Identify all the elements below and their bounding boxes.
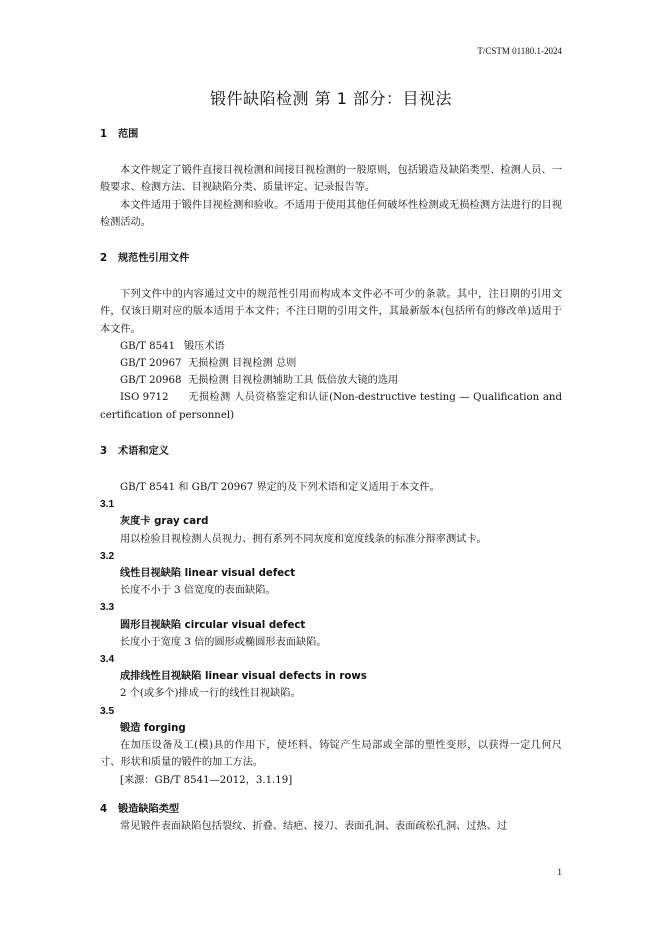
section-3-intro: GB/T 8541 和 GB/T 20967 界定的及下列术语和定义适用于本文件。 (120, 482, 440, 494)
term-name: 线性目视缺陷 linear visual defect (120, 568, 296, 580)
reference-code: GB/T 8541 (120, 340, 176, 352)
reference-item (100, 389, 562, 423)
section-3-title: 术语和定义 (118, 445, 169, 457)
section-1-heading (100, 126, 562, 143)
reference-title: 无损检测 目视检测辅助工具 低倍放大镜的选用 (188, 375, 399, 387)
term-name: 锻造 forging (120, 722, 186, 734)
reference-code: GB/T 20967 (120, 358, 182, 370)
term-number: 3.1 (100, 499, 115, 511)
term-number: 3.3 (100, 602, 115, 614)
section-4-title: 锻造缺陷类型 (118, 803, 180, 815)
reference-title: 无损检测 目视检测 总则 (188, 358, 297, 370)
reference-title: 无损检测 人员资格鉴定和认证(Non-destructive testing — Qualification and certification of personnel) (100, 392, 562, 421)
section-2-paragraph-1: 下列文件中的内容通过文中的规范性引用而构成本文件必不可少的条款。其中，注日期的引用文件，仅该日期对应的版本适用于本文件；不注日期的引用文件，其最新版本(包括所有的修改单)适用于本文件。 (100, 289, 562, 335)
section-2-heading (100, 250, 562, 267)
section-3-number: 3 (100, 445, 108, 457)
document-body (100, 126, 562, 835)
reference-item (100, 372, 562, 389)
term-name: 灰度卡 gray card (120, 516, 209, 528)
standard-code: T/CSTM 01180.1-2024 (477, 46, 562, 56)
term-name: 成排线性目视缺陷 linear visual defects in rows (120, 671, 367, 683)
section-3-heading (100, 443, 562, 460)
term-definition: 长度小于宽度 3 倍的圆形或椭圆形表面缺陷。 (120, 636, 327, 648)
page-number: 1 (557, 868, 562, 878)
section-1-paragraph-2: 本文件适用于锻件目视检测和验收。不适用于使用其他任何破坏性检测或无损检测方法进行的目视检测活动。 (100, 199, 562, 228)
reference-item (100, 355, 562, 372)
document-title: 锻件缺陷检测 第 1 部分：目视法 (210, 89, 452, 108)
term-name: 圆形目视缺陷 circular visual defect (120, 619, 306, 631)
section-4-heading (100, 801, 562, 818)
term-number: 3.4 (100, 654, 115, 666)
section-1-title: 范围 (118, 129, 139, 140)
term-definition: 2 个(或多个)排成一行的线性目视缺陷。 (120, 688, 301, 700)
section-1-paragraph-1: 本文件规定了锻件直接目视检测和间接目视检测的一般原则，包括锻造及缺陷类型、检测人员、一般要求、检测方法、目视缺陷分类、质量评定、记录报告等。 (100, 165, 562, 194)
reference-code: ISO 9712 (120, 392, 169, 404)
term-number: 3.2 (100, 550, 115, 562)
term-number: 3.5 (100, 705, 115, 717)
term-definition: 用以检验目视检测人员视力、拥有系列不同灰度和宽度线条的标准分辩率测试卡。 (120, 533, 487, 545)
term-definition: 长度不小于 3 倍宽度的表面缺陷。 (120, 585, 276, 597)
reference-title: 锻压术语 (184, 340, 225, 352)
section-4-number: 4 (100, 803, 108, 815)
reference-code: GB/T 20968 (120, 375, 182, 387)
section-2-number: 2 (100, 253, 108, 265)
section-2-title: 规范性引用文件 (118, 253, 190, 265)
section-4-paragraph-1: 常见锻件表面缺陷包括裂纹、折叠、结疤、接刀、表面孔洞、表面疏松孔洞、过热、过 (120, 820, 508, 832)
term-source: [来源：GB/T 8541—2012，3.1.19] (120, 774, 293, 786)
section-1-number: 1 (100, 129, 108, 140)
reference-item (100, 338, 562, 355)
term-definition: 在加压设备及工(模)具的作用下，使坯料、铸锭产生局部或全部的塑性变形，以获得一定几何尺寸、形状和质量的锻件的加工方法。 (100, 740, 562, 769)
